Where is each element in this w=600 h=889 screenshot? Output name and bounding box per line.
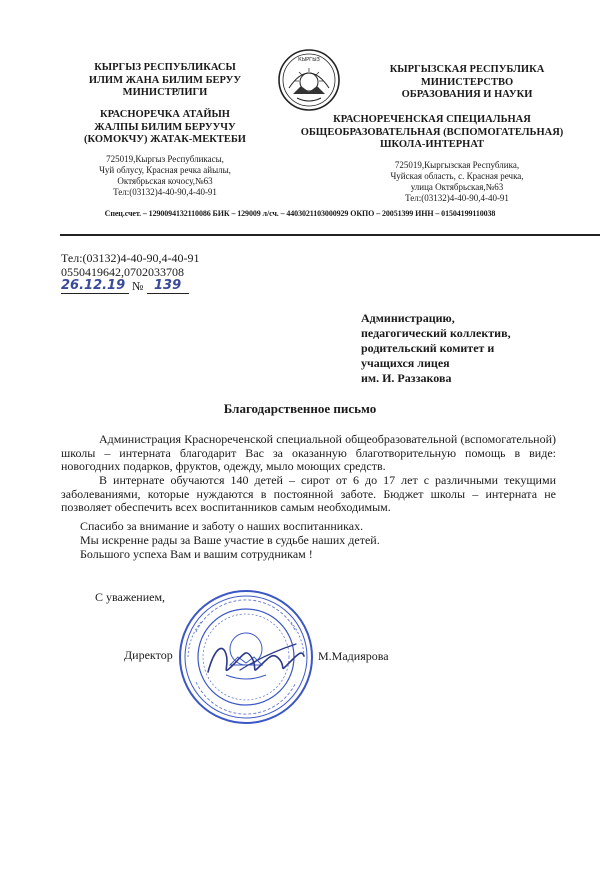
header-left-ministry xyxy=(60,62,270,100)
outgoing-no-label: № xyxy=(132,279,144,293)
header-divider xyxy=(60,234,600,236)
header-right-school-line: ОБЩЕОБРАЗОВАТЕЛЬНАЯ (ВСПОМОГАТЕЛЬНАЯ) xyxy=(300,126,564,138)
recipient-line: Администрацию, xyxy=(361,311,455,325)
header-right-address-line: 725019,Кыргызская Республика, xyxy=(394,160,520,170)
thanks-line-3: Большого успеха Вам и вашим сотрудникам ! xyxy=(80,547,313,561)
header-left-school xyxy=(60,109,270,147)
outgoing-number: 139 xyxy=(154,278,182,293)
header-right-ministry-line: КЫРГЫЗСКАЯ РЕСПУБЛИКА xyxy=(389,64,545,75)
date-underline xyxy=(61,293,129,294)
contact-mobile: 0550419642,0702033708 xyxy=(61,265,184,279)
header-left-address-line: 725019,Кыргыз Республикасы, xyxy=(106,154,224,164)
letter-title: Благодарственное письмо xyxy=(223,401,377,416)
closing-regards: С уважением, xyxy=(95,590,166,604)
header-left-address-line: Тел:(03132)4-40-90,4-40-91 xyxy=(113,187,217,197)
state-emblem xyxy=(277,48,341,112)
header-right-address-line: Тел:(03132)4-40-90,4-40-91 xyxy=(405,193,509,203)
signer-position: Директор xyxy=(124,648,173,662)
thanks-line-2: Мы искренне рады за Ваше участие в судьбе наших детей. xyxy=(80,533,380,547)
header-right-address xyxy=(357,160,557,204)
outgoing-ref xyxy=(61,278,211,296)
header-left-ministry-line: МИНИСТРЛИГИ xyxy=(122,87,208,98)
recipient-line: учащихся лицея xyxy=(361,356,450,370)
header-left-address-line: Октябрьская кочосу,№63 xyxy=(117,176,213,186)
header-right-school-line: ШКОЛА-ИНТЕРНАТ xyxy=(379,139,484,150)
paragraph-2: В интернате обучаются 140 детей – сирот от 6 до 17 лет с различными текущими заболеваниями, которые нуждаются в постоянной заботе. Бюджет школы – интерната не позволяет обеспечить всех воспитанников самым необходимым. xyxy=(61,473,556,514)
recipient-line: им. И. Раззакова xyxy=(361,371,452,385)
recipient-block xyxy=(361,311,511,386)
header-left-ministry-line: КЫРГЫЗ РЕСПУБЛИКАСЫ xyxy=(94,62,236,73)
paragraph-1: Администрация Красноречeнской специальной общеобразовательной (вспомогательной) школы – интерната благодарит Вас за оказанную благотворительную помощь в виде: новогодних подарков, фруктов, одежду, мыло моющих средств. xyxy=(61,432,556,473)
header-right-ministry-line: ОБРАЗОВАНИЯ И НАУКИ xyxy=(401,89,533,100)
header-left-school-line: КРАСНОРЕЧКА АТАЙЫН xyxy=(100,109,230,120)
emblem-text: КЫРГЫЗ xyxy=(298,57,320,63)
recipient-line: педагогический коллектив, xyxy=(361,326,511,340)
header-right-address-line: Чуйская область, с. Красная речка, xyxy=(390,171,524,181)
header-right-school-line: КРАСНОРЕЧЕНСКАЯ СПЕЦИАЛЬНАЯ xyxy=(333,114,531,125)
outgoing-date: 26.12.19 xyxy=(61,278,126,293)
header-right-ministry xyxy=(352,64,582,102)
signer-name: М.Мадиярова xyxy=(318,649,389,663)
header-left-school-line: (КОМОКЧУ) ЖАТАК-МЕКТЕБИ xyxy=(84,134,246,145)
header-right-school xyxy=(287,114,577,152)
header-left-school-line: ЖАЛПЫ БИЛИМ БЕРУУЧУ xyxy=(94,121,236,133)
director-signature xyxy=(200,630,310,690)
number-underline xyxy=(147,293,189,294)
recipient-line: родительский комитет и xyxy=(361,341,495,355)
header-left-address xyxy=(60,154,270,198)
bank-details: Спец.счет. – 1290094132110086 БИК – 129009 л/сч. – 4403021103000929 ОКПО – 20051399 ИНН – 01504199110038 xyxy=(104,209,496,218)
thanks-line-1: Спасибо за внимание и заботу о наших воспитанниках. xyxy=(80,519,364,533)
contact-phone: Тел:(03132)4-40-90,4-40-91 xyxy=(61,251,200,265)
header-right-address-line: улица Октябрьская,№63 xyxy=(410,182,504,192)
header-right-ministry-line: МИНИСТЕРСТВО xyxy=(420,76,514,88)
header-left-address-line: Чуй облусу, Красная речка айылы, xyxy=(99,165,231,175)
header-left-ministry-line: ИЛИМ ЖАНА БИЛИМ БЕРУУ xyxy=(88,74,242,86)
